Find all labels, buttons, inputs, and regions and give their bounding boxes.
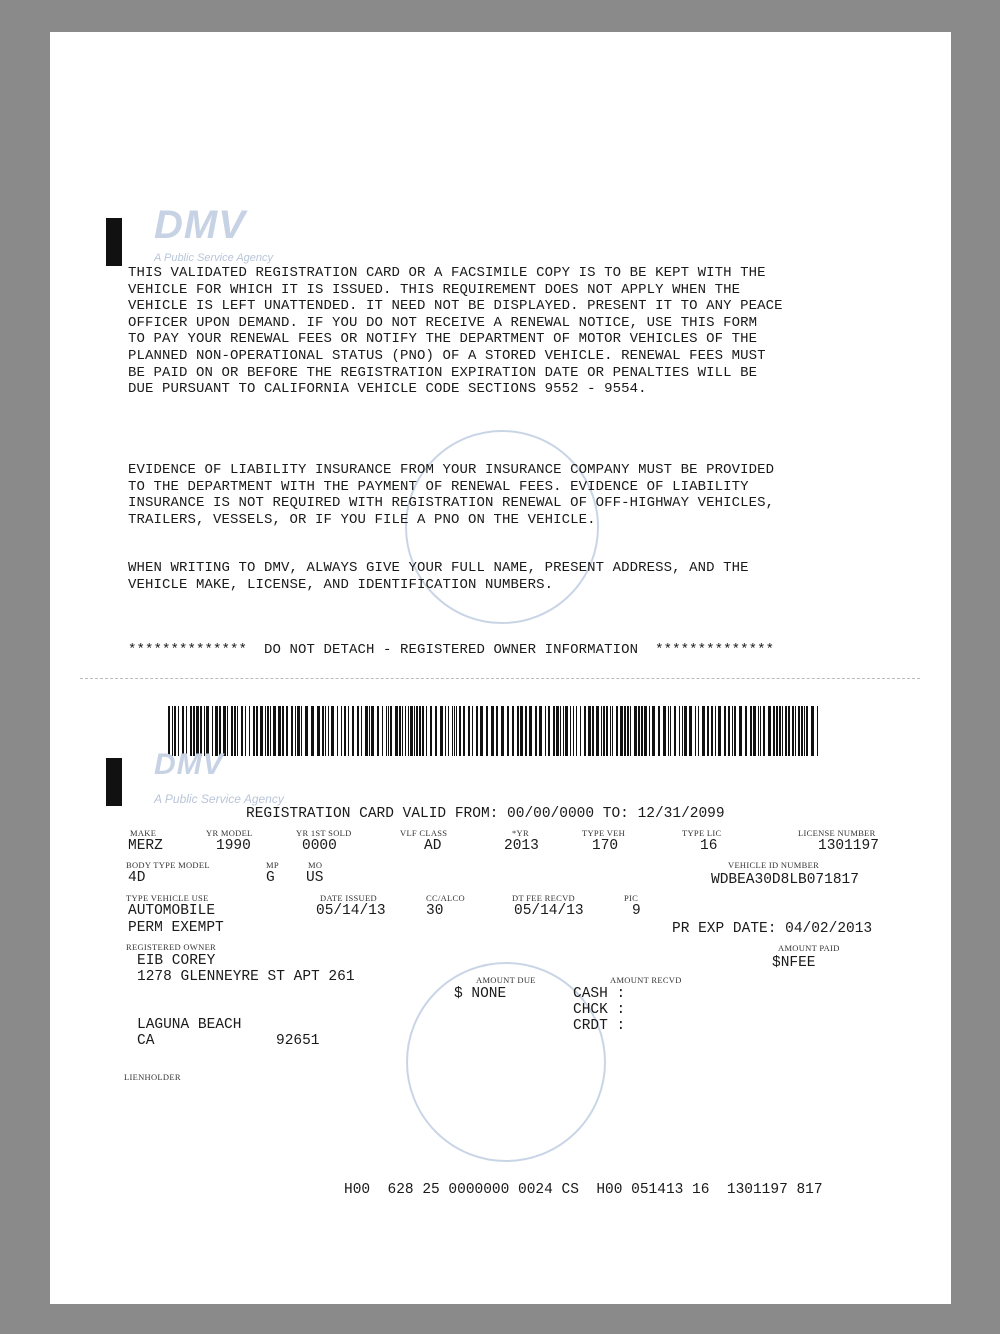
- barcode-bar: [601, 706, 602, 756]
- barcode-bar: [435, 706, 437, 756]
- value-yr-1st-sold: 0000: [302, 838, 337, 854]
- barcode-bar: [553, 706, 555, 756]
- barcode-bar: [663, 706, 666, 756]
- label-mo: MO: [308, 860, 323, 870]
- barcode-bar: [630, 706, 631, 756]
- barcode-bar: [750, 706, 752, 756]
- barcode-bar: [732, 706, 733, 756]
- value-owner-street: 1278 GLENNEYRE ST APT 261: [137, 969, 355, 985]
- barcode-bar: [674, 706, 676, 756]
- value-mo: US: [306, 870, 324, 886]
- barcode-bar: [580, 706, 581, 756]
- value-pr-exp-date: PR EXP DATE: 04/02/2013: [672, 921, 873, 937]
- barcode-bar: [548, 706, 550, 756]
- barcode-bar: [386, 706, 387, 756]
- barcode-bar: [501, 706, 504, 756]
- value-owner-city: LAGUNA BEACH: [137, 1017, 242, 1033]
- barcode-bar: [668, 706, 669, 756]
- label-type-vehicle-use: TYPE VEHICLE USE: [126, 893, 209, 903]
- barcode-bar: [606, 706, 608, 756]
- barcode-bar: [811, 706, 814, 756]
- barcode-bar: [517, 706, 519, 756]
- barcode-bar: [758, 706, 759, 756]
- barcode-bar: [718, 706, 721, 756]
- label-cc-alco: CC/ALCO: [426, 893, 465, 903]
- value-type-veh: 170: [592, 838, 619, 854]
- barcode-bar: [707, 706, 709, 756]
- barcode-bar: [563, 706, 564, 756]
- barcode-bar: [331, 706, 334, 756]
- label-yr-1st-sold: YR 1ST SOLD: [296, 828, 352, 838]
- barcode-bar: [426, 706, 427, 756]
- barcode-bar: [788, 706, 790, 756]
- barcode-bar: [402, 706, 403, 756]
- value-chck: CHCK :: [573, 1002, 626, 1018]
- barcode-bar: [348, 706, 349, 756]
- dmv-logo-brand: DMV: [154, 203, 246, 247]
- barcode-bar: [399, 706, 401, 756]
- barcode-bar: [624, 706, 626, 756]
- value-type-lic: 16: [700, 838, 718, 854]
- barcode-bar: [388, 706, 389, 756]
- barcode-bar: [776, 706, 778, 756]
- barcode-bar: [670, 706, 671, 756]
- barcode-bar: [352, 706, 354, 756]
- value-license-number: 1301197: [818, 838, 879, 854]
- barcode-bar: [745, 706, 747, 756]
- barcode-bar: [325, 706, 326, 756]
- barcode-bar: [773, 706, 775, 756]
- barcode-bar: [711, 706, 713, 756]
- barcode-bar: [408, 706, 409, 756]
- barcode-bar: [491, 706, 494, 756]
- barcode-bar: [724, 706, 726, 756]
- barcode-bar: [529, 706, 532, 756]
- value-yr: 2013: [504, 838, 539, 854]
- dmv-logo-bottom: [154, 748, 314, 808]
- label-vlf-class: VLF CLASS: [400, 828, 448, 838]
- value-amount-paid: $NFEE: [772, 955, 816, 971]
- value-yr-model: 1990: [216, 838, 251, 854]
- barcode-bar: [817, 706, 818, 756]
- barcode-bar: [779, 706, 781, 756]
- barcode-bar: [445, 706, 446, 756]
- barcode-bar: [641, 706, 643, 756]
- barcode-bar: [480, 706, 483, 756]
- label-vehicle-id-number: VEHICLE ID NUMBER: [728, 860, 820, 870]
- value-date-issued: 05/14/13: [316, 903, 386, 919]
- barcode-bar: [612, 706, 613, 756]
- notice-paragraph-1: THIS VALIDATED REGISTRATION CARD OR A FACSIMILE COPY IS TO BE KEPT WITH THE VEHICLE FOR WHICH IT IS ISSUED. THIS REQUIREMENT DOES NOT APPLY WHEN THE VEHICLE IS LEFT UNATTENDED. IT NEED NOT BE DISPLAYED. PRESENT IT TO ANY PEACE OFFICER UPON DEMAND. IF YOU DO NOT RECEIVE A RENEWAL NOTICE, USE THIS FORM TO PAY YOUR RENEWAL FEES OR NOTIFY THE DEPARTMENT OF MOTOR VEHICLES OF THE PLANNED NON-OPERATIONAL STATUS (PNO) OF A STORED VEHICLE. RENEWAL FEES MUST BE PAID ON OR BEFORE THE REGISTRATION EXPIRATION DATE OR PENALTIES WILL BE DUE PURSUANT TO CALIFORNIA VEHICLE CODE SECTIONS 9552 - 9554.: [128, 265, 783, 398]
- barcode-bar: [317, 706, 320, 756]
- barcode-bar: [390, 706, 392, 756]
- label-make: MAKE: [130, 828, 157, 838]
- value-cc-alco: 30: [426, 903, 444, 919]
- barcode-bar: [535, 706, 537, 756]
- barcode-bar: [592, 706, 594, 756]
- dmv-logo-brand-bottom: DMV: [154, 748, 224, 781]
- barcode-bar: [702, 706, 705, 756]
- dmv-logo-tagline: A Public Service Agency: [154, 252, 274, 264]
- barcode-bar: [456, 706, 457, 756]
- barcode-bar: [596, 706, 599, 756]
- value-dt-fee-recvd: 05/14/13: [514, 903, 584, 919]
- barcode-bar: [560, 706, 561, 756]
- barcode-bar: [365, 706, 368, 756]
- value-owner-zip: 92651: [276, 1033, 320, 1049]
- barcode-bar: [357, 706, 359, 756]
- barcode-bar: [573, 706, 574, 756]
- label-amount-paid: AMOUNT PAID: [778, 943, 840, 953]
- value-amount-due: $ NONE: [454, 986, 507, 1002]
- do-not-detach-line: ************** DO NOT DETACH - REGISTERED OWNER INFORMATION **************: [128, 642, 775, 658]
- barcode-bar: [486, 706, 488, 756]
- label-dt-fee-recvd: DT FEE RECVD: [512, 893, 575, 903]
- barcode-bar: [463, 706, 465, 756]
- barcode-bar: [422, 706, 424, 756]
- barcode-bar: [344, 706, 346, 756]
- barcode-bar: [377, 706, 379, 756]
- barcode-bar: [322, 706, 324, 756]
- value-vlf-class: AD: [424, 838, 442, 854]
- notice-paragraph-3: WHEN WRITING TO DMV, ALWAYS GIVE YOUR FULL NAME, PRESENT ADDRESS, AND THE VEHICLE MAKE, LICENSE, AND IDENTIFICATION NUMBERS.: [128, 560, 749, 593]
- barcode-bar: [454, 706, 455, 756]
- value-owner-name: EIB COREY: [137, 953, 216, 969]
- footer-code-line: H00 628 25 0000000 0024 CS H00 051413 16 1301197 817: [344, 1182, 823, 1198]
- barcode-bar: [610, 706, 611, 756]
- barcode-bar: [512, 706, 514, 756]
- value-make: MERZ: [128, 838, 163, 854]
- barcode-bar: [410, 706, 413, 756]
- perforation-line: [80, 678, 920, 679]
- barcode-bar: [804, 706, 805, 756]
- barcode-bar: [792, 706, 794, 756]
- barcode-bar: [539, 706, 542, 756]
- barcode-bar: [395, 706, 398, 756]
- barcode-bar: [801, 706, 803, 756]
- barcode-bar: [795, 706, 796, 756]
- barcode-bar: [682, 706, 683, 756]
- barcode-bar: [649, 706, 650, 756]
- label-yr: *YR: [512, 828, 529, 838]
- barcode-bar: [440, 706, 443, 756]
- barcode-bar: [416, 706, 418, 756]
- registration-document: [50, 32, 951, 1304]
- barcode-bar: [337, 706, 338, 756]
- barcode-bar: [476, 706, 478, 756]
- value-pic: 9: [632, 903, 641, 919]
- barcode-bar: [520, 706, 523, 756]
- barcode-bar: [684, 706, 687, 756]
- barcode-bar: [452, 706, 453, 756]
- barcode-bar: [768, 706, 771, 756]
- value-mp: G: [266, 870, 275, 886]
- label-amount-recvd: AMOUNT RECVD: [610, 975, 682, 985]
- dmv-logo-tagline-bottom: A Public Service Agency: [154, 792, 284, 806]
- value-body-type-model: 4D: [128, 870, 146, 886]
- barcode-bar: [753, 706, 756, 756]
- label-body-type-model: BODY TYPE MODEL: [126, 860, 210, 870]
- barcode-bar: [634, 706, 637, 756]
- barcode-bar: [763, 706, 765, 756]
- barcode-bar: [448, 706, 449, 756]
- barcode-bar: [715, 706, 716, 756]
- barcode-bar: [369, 706, 370, 756]
- value-type-vehicle-use: AUTOMOBILE: [128, 903, 216, 919]
- value-crdt: CRDT :: [573, 1018, 626, 1034]
- label-date-issued: DATE ISSUED: [320, 893, 377, 903]
- label-registered-owner: REGISTERED OWNER: [126, 942, 217, 952]
- label-pic: PIC: [624, 893, 639, 903]
- alignment-marker-top: [106, 218, 122, 266]
- barcode-bar: [734, 706, 736, 756]
- barcode-bar: [644, 706, 647, 756]
- barcode-bar: [620, 706, 623, 756]
- barcode-bar: [679, 706, 680, 756]
- barcode-bar: [507, 706, 509, 756]
- barcode-bar: [419, 706, 421, 756]
- barcode-bar: [728, 706, 730, 756]
- barcode-bar: [806, 706, 808, 756]
- barcode-bar: [588, 706, 591, 756]
- label-license-number: LICENSE NUMBER: [798, 828, 876, 838]
- barcode-bar: [414, 706, 415, 756]
- value-cash: CASH :: [573, 986, 626, 1002]
- barcode-bar: [371, 706, 374, 756]
- dmv-logo-top: [154, 204, 314, 264]
- label-type-lic: TYPE LIC: [682, 828, 722, 838]
- barcode-bar: [616, 706, 618, 756]
- barcode-bar: [576, 706, 577, 756]
- value-exempt: PERM EXEMPT: [128, 920, 224, 936]
- notice-paragraph-2: EVIDENCE OF LIABILITY INSURANCE FROM YOUR INSURANCE COMPANY MUST BE PROVIDED TO THE DEPARTMENT WITH THE PAYMENT OF RENEWAL FEES. EVIDENCE OF LIABILITY INSURANCE IS NOT REQUIRED WITH REGISTRATION RENEWAL OF OFF-HIGHWAY VEHICLES, TRAILERS, VESSELS, OR IF YOU FILE A PNO ON THE VEHICLE.: [128, 462, 775, 528]
- alignment-marker-bottom: [106, 758, 122, 806]
- barcode-bar: [698, 706, 699, 756]
- barcode-bar: [405, 706, 406, 756]
- barcode-bar: [570, 706, 571, 756]
- barcode-bar: [695, 706, 696, 756]
- barcode-bar: [689, 706, 692, 756]
- label-type-veh: TYPE VEH: [582, 828, 626, 838]
- barcode-bar: [341, 706, 342, 756]
- barcode-bar: [658, 706, 660, 756]
- barcode-bar: [459, 706, 461, 756]
- barcode-bar: [760, 706, 761, 756]
- barcode-bar: [798, 706, 800, 756]
- value-owner-state: CA: [137, 1033, 155, 1049]
- barcode-bar: [496, 706, 498, 756]
- registration-valid-line: REGISTRATION CARD VALID FROM: 00/00/0000 TO: 12/31/2099: [246, 806, 725, 822]
- barcode-bar: [361, 706, 362, 756]
- barcode-bar: [430, 706, 432, 756]
- barcode-bar: [739, 706, 742, 756]
- label-yr-model: YR MODEL: [206, 828, 253, 838]
- barcode-bar: [785, 706, 787, 756]
- barcode-bar: [468, 706, 470, 756]
- barcode-bar: [472, 706, 473, 756]
- barcode-bar: [545, 706, 546, 756]
- barcode-bar: [525, 706, 527, 756]
- barcode-bar: [603, 706, 605, 756]
- barcode-bar: [638, 706, 640, 756]
- barcode-bar: [652, 706, 655, 756]
- barcode-bar: [627, 706, 629, 756]
- barcode-bar: [556, 706, 559, 756]
- barcode-bar: [565, 706, 568, 756]
- label-amount-due: AMOUNT DUE: [476, 975, 536, 985]
- label-lienholder: LIENHOLDER: [124, 1072, 181, 1082]
- barcode-bar: [382, 706, 383, 756]
- value-vehicle-id-number: WDBEA30D8LB071817: [711, 872, 859, 888]
- label-mp: MP: [266, 860, 279, 870]
- barcode-bar: [782, 706, 783, 756]
- barcode-bar: [328, 706, 329, 756]
- barcode-bar: [584, 706, 586, 756]
